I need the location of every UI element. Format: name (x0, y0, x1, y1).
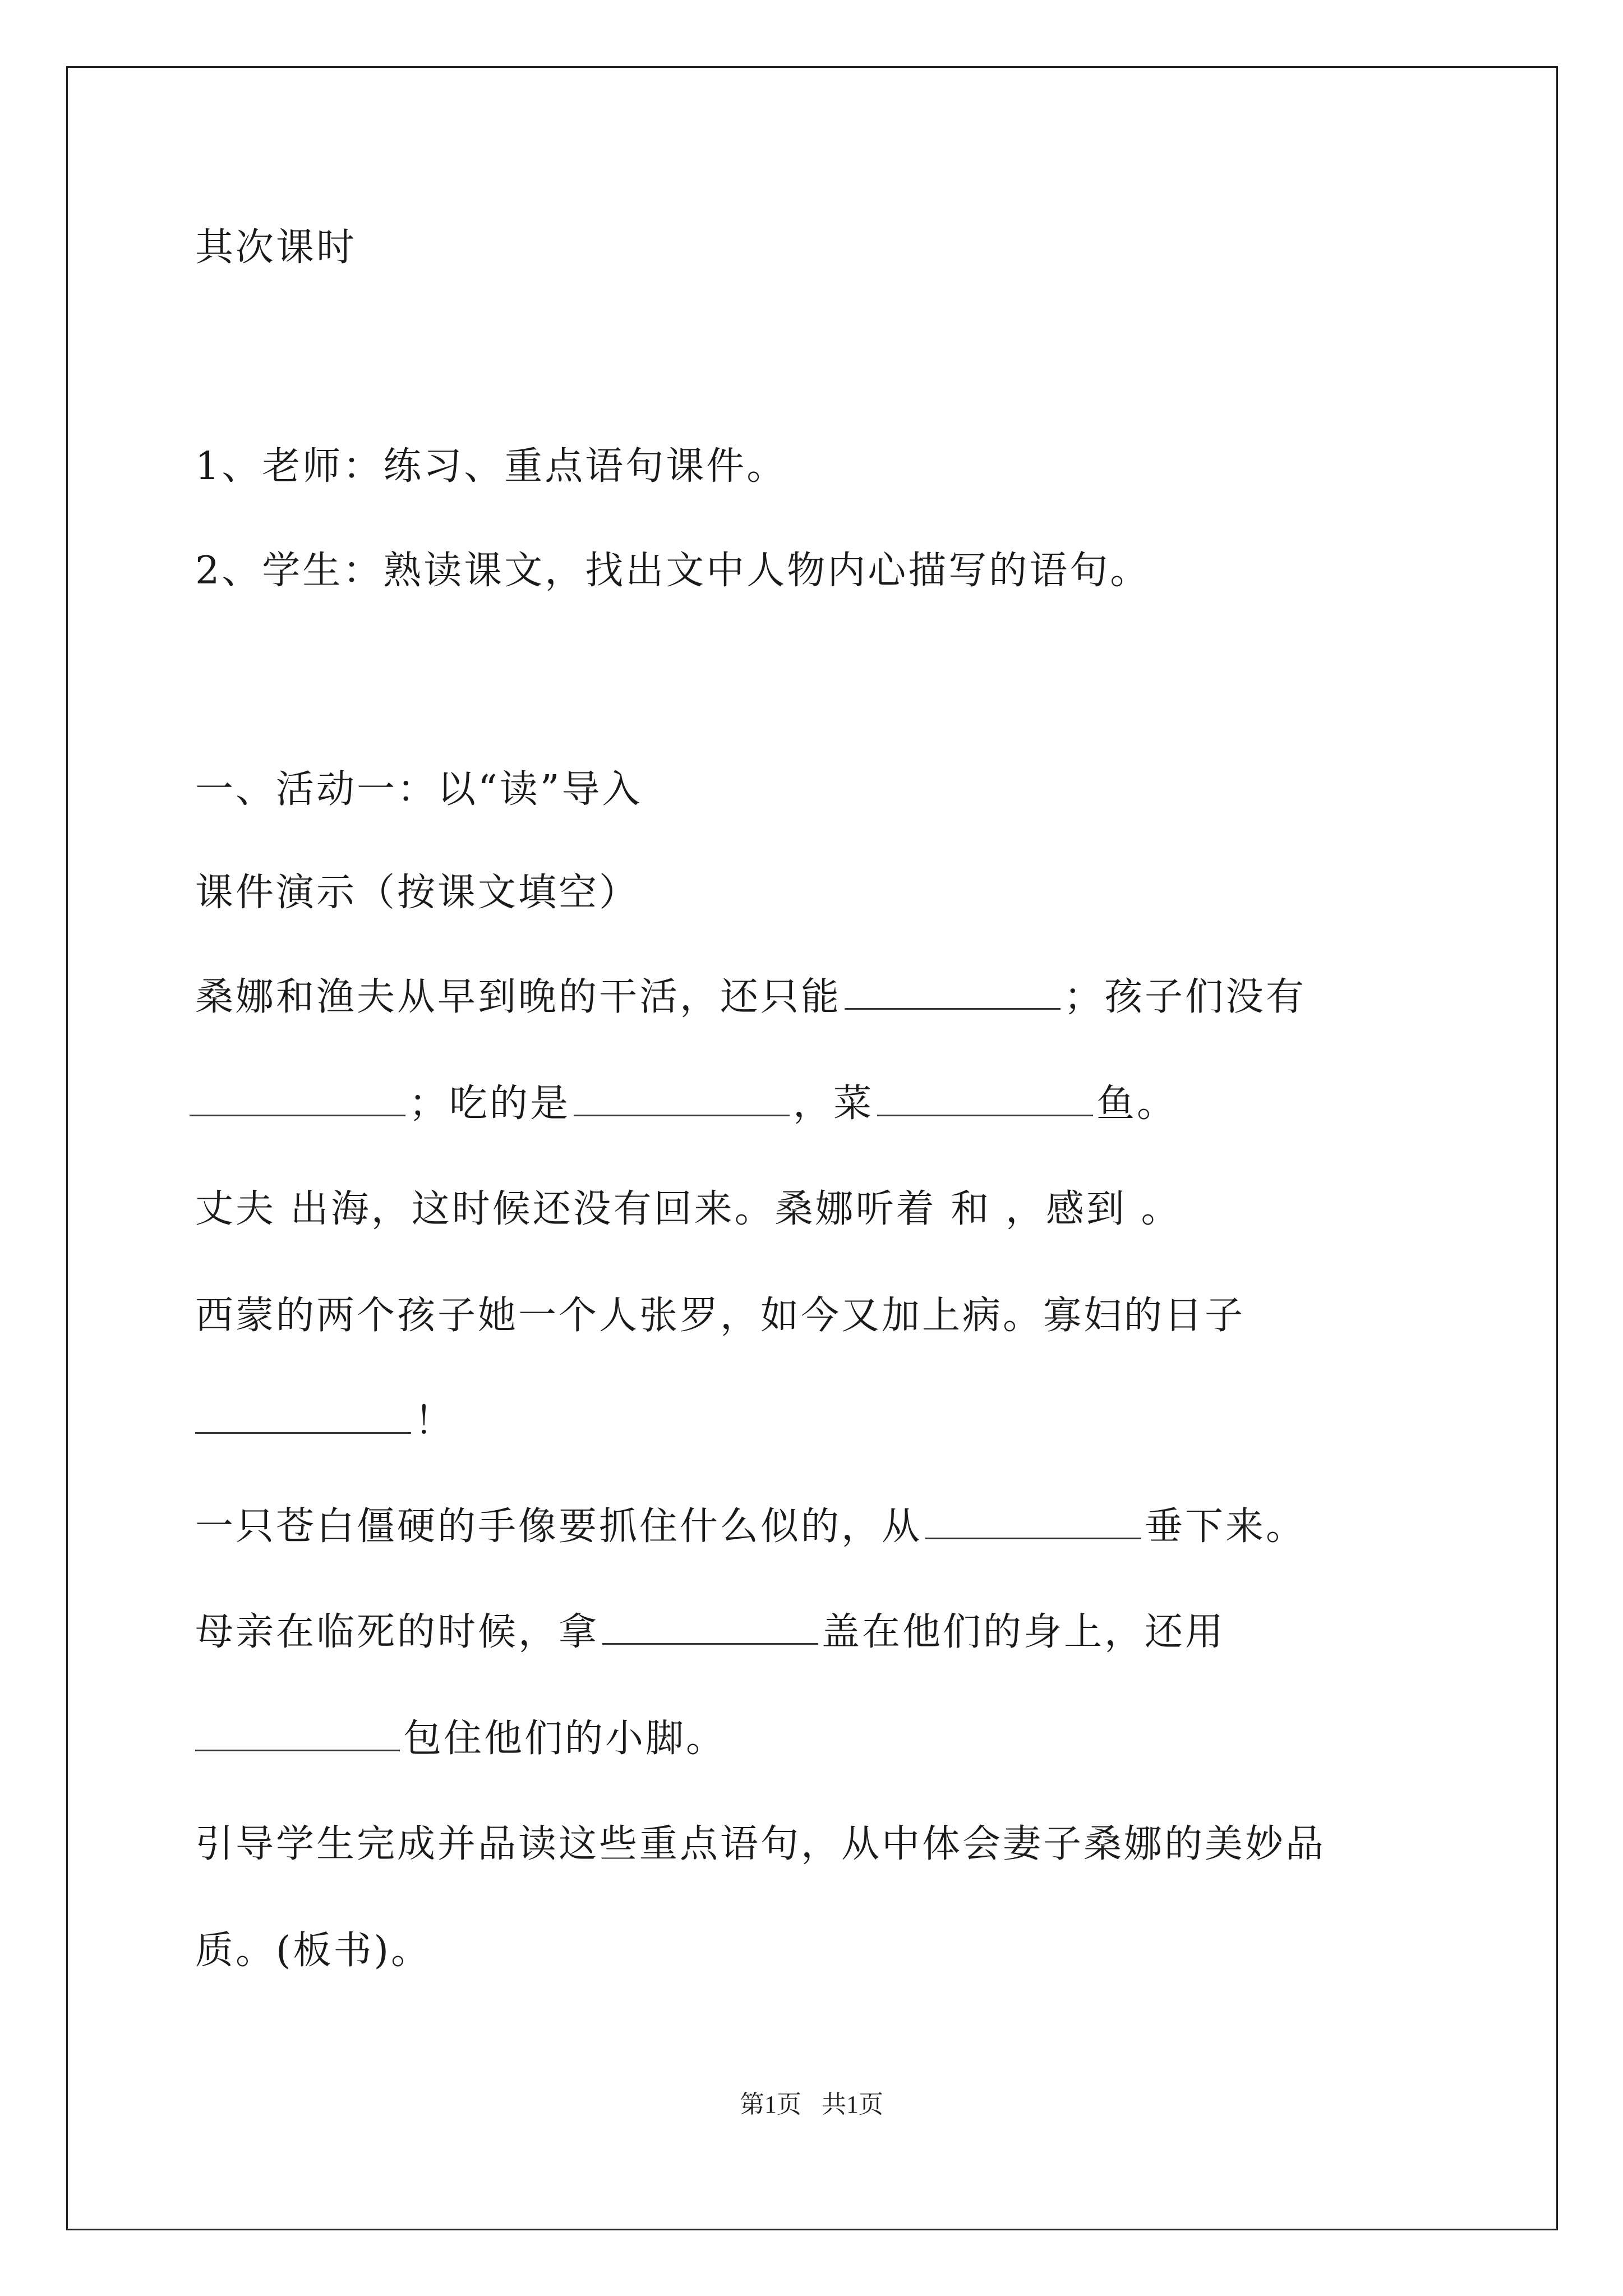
text-segment: ！ (414, 1399, 455, 1443)
page-number: 第1页 (740, 2091, 801, 2118)
section-heading: 其次课时 (195, 226, 357, 270)
fill-sentence-3-cont (195, 1393, 1428, 1450)
page-border (66, 66, 1558, 2230)
blank-line (574, 1083, 790, 1116)
text-segment: ，菜 (793, 1082, 874, 1126)
guide-line-1: 引导学生完成并品读这些重点语句，从中体会妻子桑娜的美妙品 (195, 1822, 1326, 1866)
text-segment: 鱼。 (1096, 1082, 1178, 1126)
text-segment: 垂下来。 (1145, 1504, 1307, 1549)
fill-sentence-3: 西蒙的两个孩子她一个人张罗，如今又加上病。寡妇的日子 (195, 1294, 1246, 1338)
blank-line (195, 1401, 411, 1434)
guide-line-2: 质。(板书)。 (195, 1929, 432, 1973)
blank-line (877, 1083, 1093, 1116)
prep-student: 2、学生：熟读课文，找出文中人物内心描写的语句。 (195, 549, 1151, 593)
fill-sentence-4 (195, 1499, 1428, 1555)
fill-sentence-2: 丈夫 出海，这时候还没有回来。桑娜听着 和 ，感到 。 (195, 1187, 1182, 1231)
page-total: 共1页 (822, 2091, 883, 2118)
page-footer (0, 2084, 1623, 2120)
activity-subtitle: 课件演示（按课文填空） (195, 871, 640, 915)
text-segment: 盖在他们的身上，还用 (822, 1610, 1226, 1654)
fill-sentence-1-cont (195, 1076, 1428, 1132)
fill-sentence-5-cont (195, 1711, 1428, 1767)
blank-line (190, 1083, 405, 1116)
text-segment: 一只苍白僵硬的手像要抓住什么似的，从 (195, 1504, 923, 1549)
fill-sentence-5 (195, 1604, 1428, 1660)
blank-line (925, 1506, 1141, 1539)
text-segment: 包住他们的小脚。 (403, 1717, 727, 1761)
activity-title: 一、活动一：以“读”导入 (195, 767, 643, 812)
text-segment: 母亲在临死的时候，拿 (195, 1610, 600, 1654)
text-segment: ；孩子们没有 (1064, 975, 1307, 1019)
fill-sentence-1 (195, 969, 1428, 1025)
blank-line (602, 1612, 818, 1645)
prep-teacher: 1、老师：练习、重点语句课件。 (195, 444, 787, 489)
blank-line (195, 1718, 400, 1751)
text-segment: ；吃的是 (409, 1082, 571, 1126)
blank-line (845, 977, 1061, 1010)
text-segment: 桑娜和渔夫从早到晚的干活，还只能 (195, 975, 842, 1019)
